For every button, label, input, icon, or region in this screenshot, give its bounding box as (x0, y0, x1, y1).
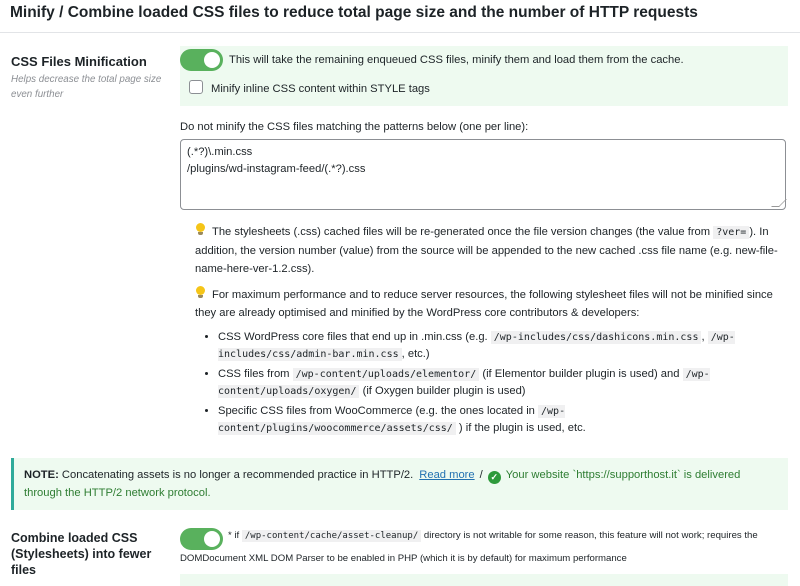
combine-note-line1 (228, 530, 758, 541)
cache-dir-code: /wp-content/cache/asset-cleanup/ (242, 530, 421, 542)
css-minification-label: CSS Files Minification (11, 54, 147, 69)
combine-css-label: Combine loaded CSS (Stylesheets) into fewer files (11, 531, 152, 577)
exclude-pattern-line: (.*?)\.min.css (187, 146, 253, 158)
css-minification-description: Helps decrease the total page size even further (11, 74, 162, 100)
tip2-text: For maximum performance and to reduce server resources, the following stylesheet files will not be minified since they are already optimised and minified by the WordPress core contributors & developers: (195, 289, 773, 319)
bullet-code: /wp-includes/css/admin-bar.min.css (218, 332, 735, 360)
tip1-after: ). In addition, the version number (value) from the source will be appended to the new cached .css file name (e.g. new-file-name-here-ver-1.2.css). (195, 226, 778, 275)
http2-success-text-line2: through the HTTP/2 network protocol. (24, 487, 211, 499)
combine-note-line2: DOMDocument XML DOM Parser to be enabled in PHP (which it is by default) for maximum performance (180, 553, 627, 564)
http2-notice (11, 458, 788, 510)
title-divider (0, 32, 800, 33)
notice-line (24, 469, 740, 484)
section-title: Minify / Combine loaded CSS files to reduce total page size and the number of HTTP requests (10, 4, 698, 21)
toggle-knob (204, 52, 220, 68)
toggle-knob (204, 531, 220, 547)
checkmark-circle-icon: ✓ (488, 471, 501, 484)
minify-inline-css-label: Minify inline CSS content within STYLE tags (211, 83, 430, 95)
bullet-code: /wp-content/plugins/woocommerce/assets/css/ (218, 406, 566, 434)
bullet-text: (if Oxygen builder plugin is used) (359, 385, 526, 397)
optimised-files-list (200, 329, 793, 440)
version-tip (195, 223, 790, 278)
note-label: NOTE: (24, 469, 59, 481)
tip1-before: The stylesheets (.css) cached files will be re-generated once the file version changes (the value from (212, 226, 714, 238)
bullet-text: Specific CSS files from WooCommerce (e.g. the ones located in (218, 405, 539, 417)
bullet-text: ) if the plugin is used, etc. (455, 422, 586, 434)
note-text: Concatenating assets is no longer a recommended practice in HTTP/2. (58, 469, 414, 481)
bullet-text: (if Elementor builder plugin is used) and (479, 368, 683, 380)
minification-toggle-text: This will take the remaining enqueued CSS files, minify them and load them from the cache. (229, 54, 684, 66)
exclude-pattern-line: /plugins/wd-instagram-feed/(.*?).css (187, 163, 366, 175)
list-item (218, 366, 793, 400)
bullet-code: /wp-includes/css/dashicons.min.css (491, 331, 702, 344)
bullet-text: , etc.) (401, 348, 430, 360)
minify-inline-css-checkbox[interactable] (189, 80, 203, 94)
combine-css-toggle[interactable] (180, 528, 223, 550)
exclude-patterns-textarea[interactable] (180, 139, 786, 210)
lightbulb-icon (195, 223, 206, 237)
bullet-text: , (701, 331, 708, 343)
css-minification-toggle[interactable] (180, 49, 223, 71)
combine-note-suffix: directory is not writable for some reason, this feature will not work; requires the (421, 530, 758, 541)
combine-options-box (180, 574, 788, 586)
http2-success-text: Your website `https://supporthost.it` is delivered (505, 469, 741, 481)
textarea-resize-handle[interactable] (771, 199, 787, 207)
exclude-patterns-label: Do not minify the CSS files matching the patterns below (one per line): (180, 121, 529, 133)
separator: / (479, 469, 483, 481)
tip1-code: ?ver= (713, 226, 749, 239)
list-item (218, 329, 793, 363)
bullet-code: /wp-content/uploads/elementor/ (293, 368, 480, 381)
optimised-files-tip (195, 286, 790, 322)
lightbulb-icon (195, 286, 206, 300)
list-item (218, 403, 793, 437)
combine-note-prefix: * if (228, 530, 242, 541)
read-more-link[interactable]: Read more (419, 469, 475, 481)
bullet-code: /wp-content/uploads/oxygen/ (218, 369, 710, 397)
bullet-text: CSS WordPress core files that end up in .min.css (e.g. (218, 331, 491, 343)
bullet-text: CSS files from (218, 368, 293, 380)
